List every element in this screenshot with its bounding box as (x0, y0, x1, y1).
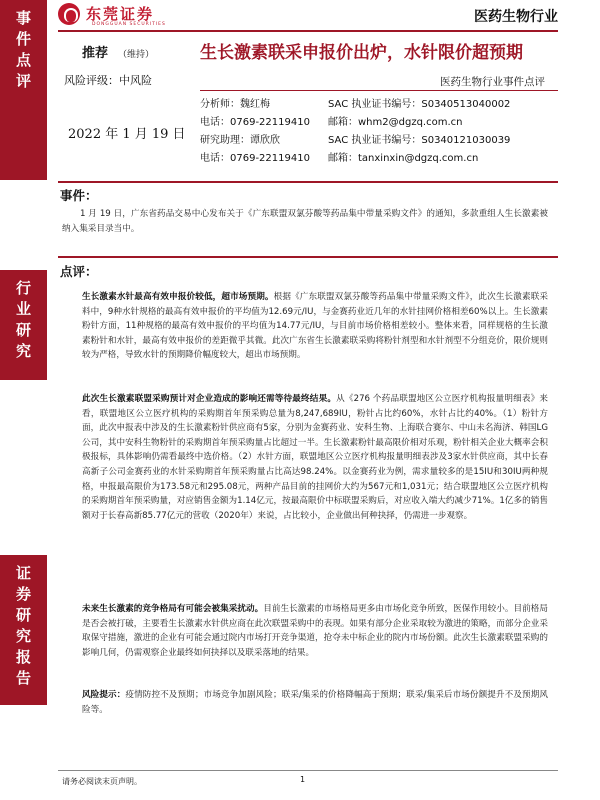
rating-label: 推荐 (82, 46, 109, 61)
sidebar-section-event-comment (0, 0, 47, 180)
comment-divider (58, 256, 558, 258)
paragraph-lead: 风险提示： (82, 690, 126, 700)
comment-paragraph-3 (82, 602, 548, 660)
paragraph-lead: 生长激素水针最高有效申报价较低，超市场预期。 (82, 292, 274, 302)
analyst-row (200, 96, 510, 114)
sidebar-label: 行业研究 (14, 280, 32, 364)
tel-label: 电话： (200, 153, 230, 164)
tel-label: 电话： (200, 117, 230, 128)
analyst-block (200, 96, 510, 168)
analyst-role: 研究助理： (200, 135, 250, 146)
paragraph-lead: 此次生长激素联盟采购预计对企业造成的影响还需等待最终结果。 (82, 394, 337, 404)
paragraph-body: 目前生长激素的市场格局更多由市场化竞争所致，医保作用较小。目前格局是否会被打破，主要看生长激素水针供应商在此次联盟采购中的表现。如果有部分企业采取较为激进的策略，而部分企业采取保守措施，激进的企业有可能会通过院内市场打开竞争渠道，抢夺未中标企业的院内市场份额。此次生长激素联盟采购的影响几何，仍需观察企业最终如何抉择以及联采落地的结果。 (82, 604, 548, 658)
comment-paragraph-1 (82, 290, 548, 363)
report-title: 生长激素联采申报价出炉，水针限价超预期 (200, 43, 523, 63)
analyst-row (200, 132, 510, 150)
title-divider (200, 90, 558, 91)
analyst-role: 分析师： (200, 99, 240, 110)
sidebar-section-industry-research (0, 270, 47, 380)
cert-label: SAC 执业证书编号： (328, 99, 422, 110)
header-divider (58, 30, 558, 32)
analyst-name: 魏红梅 (240, 99, 270, 110)
footer-divider (58, 770, 558, 771)
paragraph-lead: 未来生长激素的竞争格局有可能会被集采扰动。 (82, 604, 264, 614)
event-text: 1 月 19 日，广东省药品交易中心发布关于《广东联盟双氯芬酸等药品集中带量采购文件》的通知，多款重组人生长激素被纳入集采目录当中。 (62, 209, 548, 234)
paragraph-body: 疫情防控不及预期；市场竞争加剧风险；联采/集采的价格降幅高于预期；联采/集采后市场份额提升不及预期风险等。 (82, 690, 548, 715)
comment-heading: 点评： (60, 264, 98, 279)
industry-label: 医药生物行业 (474, 9, 558, 25)
logo-subtext: DONGGUAN SECURITIES (92, 22, 166, 27)
email-label: 邮箱： (328, 153, 358, 164)
rating-change: （维持） (118, 50, 155, 60)
sidebar-label: 事件点评 (14, 10, 32, 94)
left-sidebar (0, 0, 47, 800)
rating (82, 42, 154, 61)
analyst-tel: 0769-22119410 (230, 117, 310, 128)
cert-label: SAC 执业证书编号： (328, 135, 422, 146)
analyst-contact-row (200, 150, 510, 168)
analyst-email[interactable]: whm2@dgzq.com.cn (358, 117, 463, 128)
sidebar-section-securities-report (0, 555, 47, 705)
event-divider (58, 181, 558, 183)
logo-icon (58, 3, 80, 25)
report-date: 2022 年 1 月 19 日 (68, 127, 186, 142)
risk-warning (82, 688, 548, 717)
event-heading: 事件： (60, 188, 98, 203)
paragraph-body: 从《276 个药品联盟地区公立医疗机构报量明细表》来看，联盟地区公立医疗机构的采购期首年预采购总量为8,247,689IU，粉针占比约60%，水针占比约40%。（1）粉针方面，此次申报表中涉及的生长激素粉针供应商有5家，分别为金赛药业、安科生物、上海联合赛尔、中山未名海济、韩国LG公司，其中安科生物粉针的采购期首年预采购量占比超过一半。生长激素粉针最高限价相对乐观，粉针相关企业大概率会积极报标，具体影响仍需看最终中选价格。（2）水针方面，联盟地区公立医疗机构报量明细表涉及3家水针供应商，其中长春高新子公司金赛药业的水针采购期首年预采购量占比高达98.24%。以金赛药业为例，需求量较多的是15IU和30IU两种规格，申报最高限价为173.58元和295.08元，两种产品目前的挂网价大约为567元和1,031元；结合联盟地区公立医疗机构的采购期首年预采购量，对应销售金额为1.14亿元，按最高限价中标联盟采购后，对应收入端大约减少71%。1亿多的销售额对于长春高新85.77亿元的营收（2020年）来说，占比较小，企业做出何种抉择，仍需进一步观察。 (82, 394, 548, 521)
company-logo (58, 3, 166, 27)
analyst-contact-row (200, 114, 510, 132)
comment-paragraph-2 (82, 392, 548, 523)
cert-number: S0340121030039 (421, 135, 511, 146)
cert-number: S0340513040002 (421, 99, 511, 110)
sidebar-label: 证券研究报告 (14, 565, 32, 691)
paragraph-body: 根据《广东联盟双氯芬酸等药品集中带量采购文件》，此次生长激素联采料中，9种水针规格的最高有效申报价的平均值为12.69元/IU，与金赛药业近几年的水针挂网价格相差60%以上。生长激素粉针方面，11种规格的最高有效申报价的平均值为14.77元/IU，与目前市场价格相差较小。整体来看，同样规格的生长激素粉针和水针，最高有效申报价的差距微乎其微。此次广东省生长激素联采购将粉针剂型和水针剂型不分组竞价，限价规则较为严格，导致水针的预期降价幅度较大，超出市场预期。 (82, 292, 548, 361)
page-number: 1 (300, 775, 306, 784)
analyst-name: 谭欣欣 (250, 135, 280, 146)
analyst-email[interactable]: tanxinxin@dgzq.com.cn (358, 153, 479, 164)
report-type: 医药生物行业事件点评 (440, 76, 545, 88)
analyst-tel: 0769-22119410 (230, 153, 310, 164)
risk-level: 风险评级：中风险 (64, 74, 152, 87)
footer-note: 请务必阅读末页声明。 (62, 777, 142, 786)
logo-text: 东莞证券 (86, 5, 155, 23)
email-label: 邮箱： (328, 117, 358, 128)
